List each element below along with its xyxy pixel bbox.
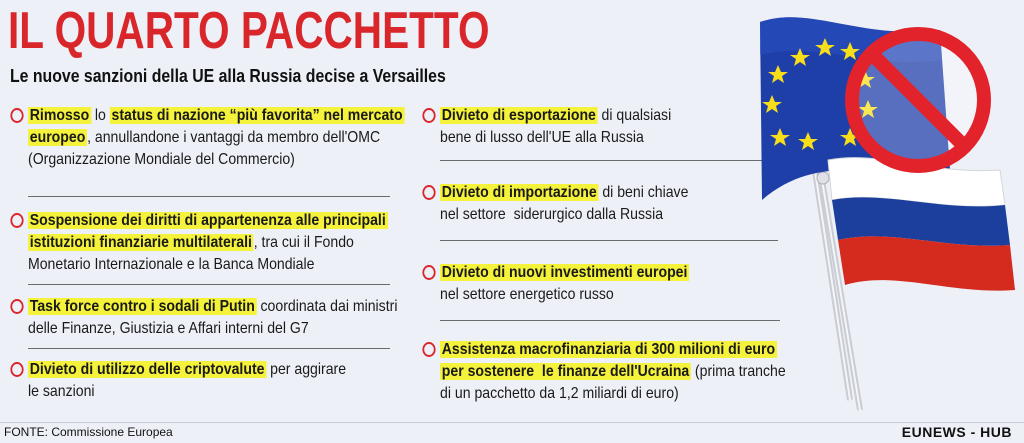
highlighted-text: Divieto di utilizzo delle criptovalute [29, 361, 265, 378]
divider [28, 284, 390, 285]
bullet-icon [10, 108, 23, 123]
body-text: coordinata dai ministri [256, 298, 398, 315]
highlighted-text: Divieto di nuovi investimenti europei [441, 264, 688, 281]
body-text: lo [90, 107, 110, 124]
sanction-item-right-2 [440, 182, 688, 226]
item-line [28, 359, 346, 381]
prohibition-sign-icon [848, 30, 988, 170]
sanction-item-left-3 [28, 296, 397, 340]
body-text: bene di lusso dell'UE alla Russia [440, 129, 644, 146]
item-line [28, 318, 397, 340]
page-subtitle: Le nuove sanzioni della UE alla Russia decise a Versailles [10, 66, 446, 86]
body-text: le sanzioni [28, 383, 95, 400]
sanction-item-left-1 [28, 105, 404, 171]
highlighted-text: status di nazione “più favorita” nel mercato [111, 107, 403, 124]
page-title: IL QUARTO PACCHETTO [8, 2, 490, 60]
item-line [440, 204, 688, 226]
item-line [28, 232, 388, 254]
item-line [440, 262, 689, 284]
divider [28, 196, 390, 197]
item-line [28, 210, 388, 232]
item-line [440, 284, 689, 306]
highlighted-text: Divieto di esportazione [441, 107, 596, 124]
item-line [440, 127, 671, 149]
bullet-icon [10, 299, 23, 314]
sanction-item-right-1 [440, 105, 671, 149]
russia-flag-icon [828, 158, 1015, 291]
sanction-item-left-2 [28, 210, 388, 276]
body-text: di qualsiasi [597, 107, 672, 124]
source-credit: FONTE: Commissione Europea [4, 425, 173, 439]
highlighted-text: istituzioni finanziarie multilaterali [29, 234, 252, 251]
body-text: (Organizzazione Mondiale del Commercio) [28, 151, 295, 168]
body-text: di beni chiave [598, 184, 689, 201]
highlighted-text: Sospensione dei diritti di appartenenza alle principali [29, 212, 386, 229]
brand-logo-text: EUNEWS - HUB [901, 424, 1012, 440]
highlighted-text: per sostenere le finanze dell'Ucraina [441, 363, 690, 380]
bullet-icon [422, 108, 435, 123]
body-text: nel settore energetico russo [440, 286, 614, 303]
item-line [28, 149, 404, 171]
body-text: , tra cui il Fondo [253, 234, 354, 251]
body-text: nel settore siderurgico dalla Russia [440, 206, 664, 223]
sanction-item-left-4 [28, 359, 346, 403]
body-text: delle Finanze, Giustizia e Affari interni del G7 [28, 320, 309, 337]
highlighted-text: Assistenza macrofinanziaria di 300 milioni di euro [441, 341, 776, 358]
bullet-icon [10, 213, 23, 228]
highlighted-text: Rimosso [29, 107, 90, 124]
body-text: Monetario Internazionale e la Banca Mondiale [28, 256, 315, 273]
body-text: per aggirare [266, 361, 347, 378]
divider [28, 348, 390, 349]
highlighted-text: europeo [29, 129, 86, 146]
item-line [440, 105, 671, 127]
highlighted-text: Task force contro i sodali di Putin [29, 298, 255, 315]
highlighted-text: Divieto di importazione [441, 184, 597, 201]
item-line [28, 254, 388, 276]
item-line [28, 127, 404, 149]
bullet-icon [10, 362, 23, 377]
bullet-icon [422, 265, 435, 280]
bullet-icon [422, 342, 435, 357]
item-line [28, 105, 404, 127]
sanction-item-right-3 [440, 262, 689, 306]
flags-illustration [700, 0, 1024, 422]
body-text: di un pacchetto da 1,2 miliardi di euro) [440, 385, 679, 402]
body-text: , annullandone i vantaggi da membro dell'OMC [87, 129, 381, 146]
bullet-icon [422, 185, 435, 200]
item-line [28, 296, 397, 318]
item-line [440, 182, 688, 204]
body-text: (prima tranche [691, 363, 786, 380]
item-line [28, 381, 346, 403]
